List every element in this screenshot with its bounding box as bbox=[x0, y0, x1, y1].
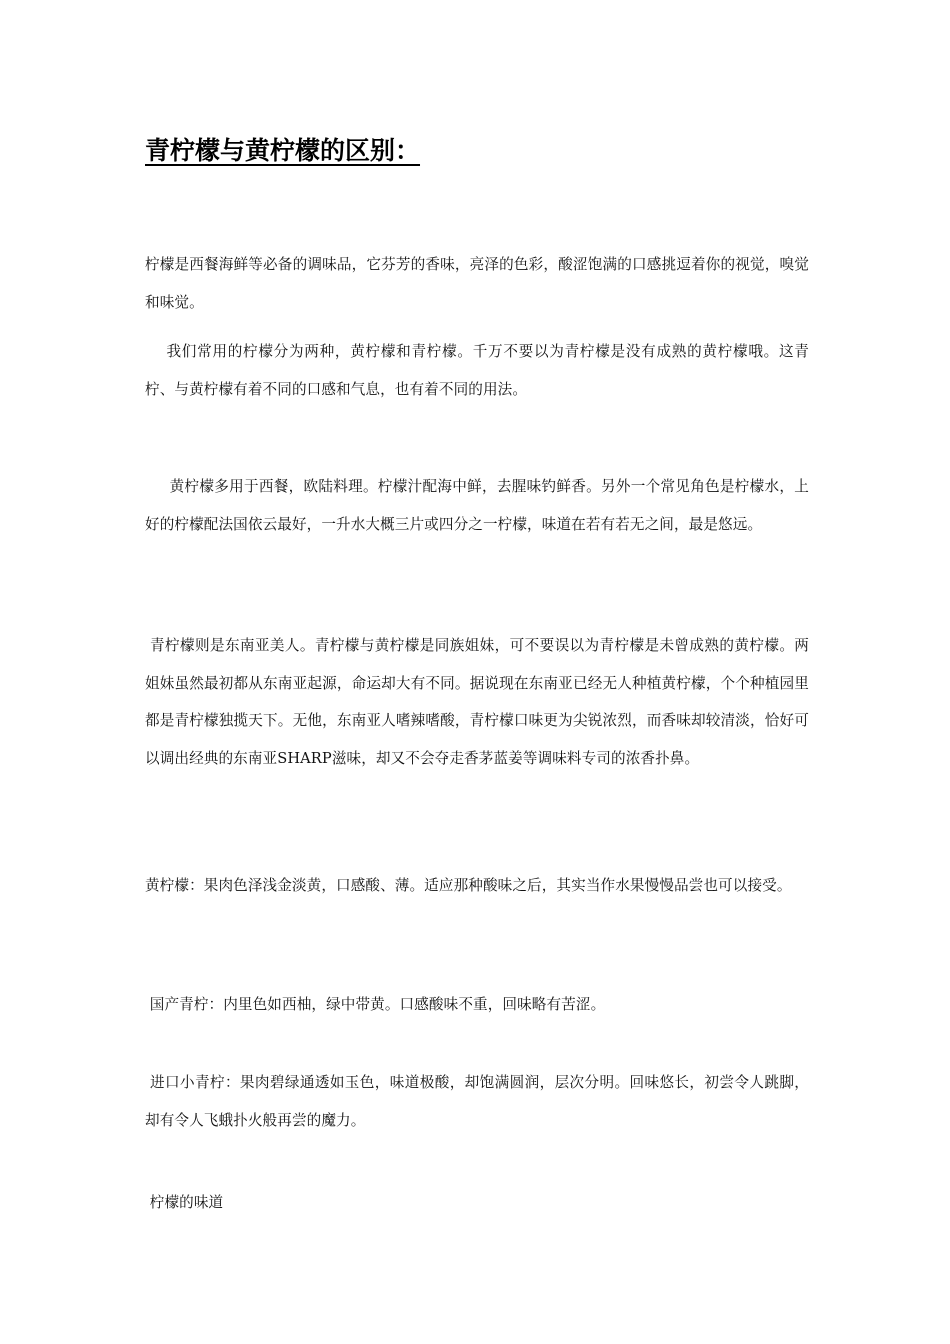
paragraph-green-lemon-southeast-asia: 青柠檬则是东南亚美人。青柠檬与黄柠檬是同族姐妹，可不要误以为青柠檬是未曾成熟的黄柠檬。两姐妹虽然最初都从东南亚起源，命运却大有不同。据说现在东南亚已经无人种植黄柠檬，个个种植园里都是青柠檬独揽天下。无他，东南亚人嗜辣嗜酸，青柠檬口味更为尖锐浓烈，而香味却较清淡，恰好可以调出经典的东南亚SHARP滋味，却又不会夺走香茅蓝姜等调味料专司的浓香扑鼻。 bbox=[145, 637, 809, 767]
paragraph-two-kinds: 我们常用的柠檬分为两种，黄柠檬和青柠檬。千万不要以为青柠檬是没有成熟的黄柠檬哦。这青柠、与黄柠檬有着不同的口感和气息，也有着不同的用法。 bbox=[145, 343, 809, 398]
document-title: 青柠檬与黄柠檬的区别： bbox=[145, 136, 421, 165]
paragraph-imported-lime: 进口小青柠：果肉碧绿通透如玉色，味道极酸，却饱满圆润，层次分明。回味悠长，初尝令人跳脚，却有令人飞蛾扑火般再尝的魔力。 bbox=[145, 1074, 809, 1129]
paragraph-lemon-taste-heading: 柠檬的味道 bbox=[145, 1194, 224, 1211]
paragraph-domestic-lime: 国产青柠：内里色如西柚，绿中带黄。口感酸味不重，回味略有苦涩。 bbox=[145, 996, 606, 1013]
paragraph-yellow-lemon-usage: 黄柠檬多用于西餐，欧陆料理。柠檬汁配海中鲜，去腥味钓鲜香。另外一个常见角色是柠檬水，上好的柠檬配法国依云最好，一升水大概三片或四分之一柠檬，味道在若有若无之间，最是悠远。 bbox=[145, 478, 809, 533]
paragraph-intro: 柠檬是西餐海鲜等必备的调味品，它芬芳的香味，亮泽的色彩，酸涩饱满的口感挑逗着你的视觉，嗅觉和味觉。 bbox=[145, 256, 809, 311]
paragraph-yellow-lemon-description: 黄柠檬：果肉色泽浅金淡黄，口感酸、薄。适应那种酸味之后，其实当作水果慢慢品尝也可以接受。 bbox=[145, 877, 792, 894]
